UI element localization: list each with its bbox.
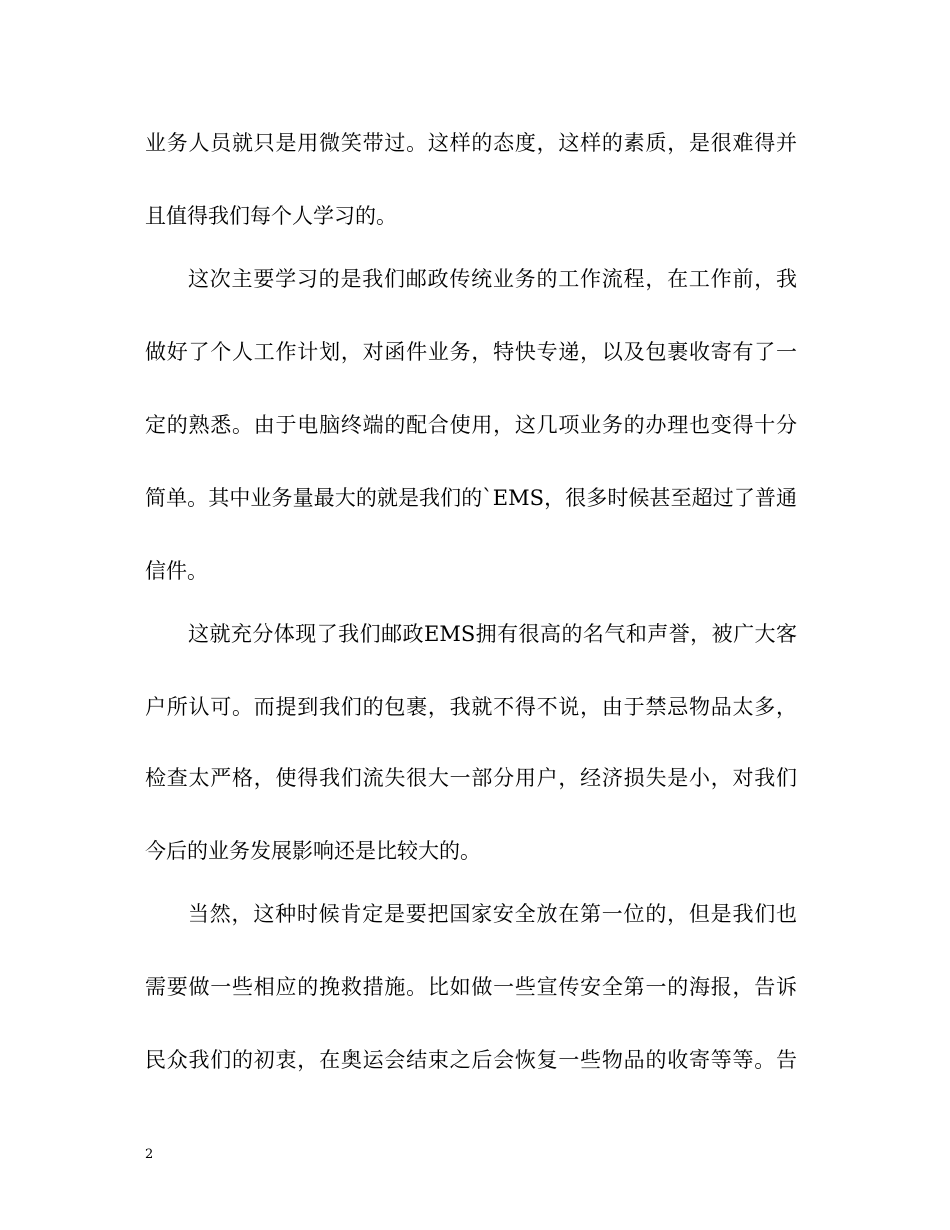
text-line-9: 户所认可。而提到我们的包裹，我就不得不说，由于禁忌物品太多， xyxy=(145,695,797,719)
text-line-14: 民众我们的初衷，在奥运会结束之后会恢复一些物品的收寄等等。告 xyxy=(145,1048,797,1072)
page-number: 2 xyxy=(145,1147,154,1162)
text-line-3: 这次主要学习的是我们邮政传统业务的工作流程，在工作前，我 xyxy=(188,267,797,291)
text-line-4: 做好了个人工作计划，对函件业务，特快专递，以及包裹收寄有了一 xyxy=(145,340,797,364)
text-line-1: 业务人员就只是用微笑带过。这样的态度，这样的素质，是很难得并 xyxy=(145,131,797,155)
text-line-10: 检查太严格，使得我们流失很大一部分用户，经济损失是小，对我们 xyxy=(145,766,797,790)
text-line-2: 且值得我们每个人学习的。 xyxy=(145,204,397,228)
text-line-13: 需要做一些相应的挽救措施。比如做一些宣传安全第一的海报，告诉 xyxy=(145,975,797,999)
text-line-7: 信件。 xyxy=(145,559,208,583)
text-line-8: 这就充分体现了我们邮政EMS拥有很高的名气和声誉，被广大客 xyxy=(188,622,797,646)
text-line-12: 当然，这种时候肯定是要把国家安全放在第一位的，但是我们也 xyxy=(188,902,797,926)
text-line-6: 简单。其中业务量最大的就是我们的`EMS，很多时候甚至超过了普通 xyxy=(145,486,797,510)
text-line-5: 定的熟悉。由于电脑终端的配合使用，这几项业务的办理也变得十分 xyxy=(145,413,797,437)
text-line-11: 今后的业务发展影响还是比较大的。 xyxy=(145,839,481,863)
